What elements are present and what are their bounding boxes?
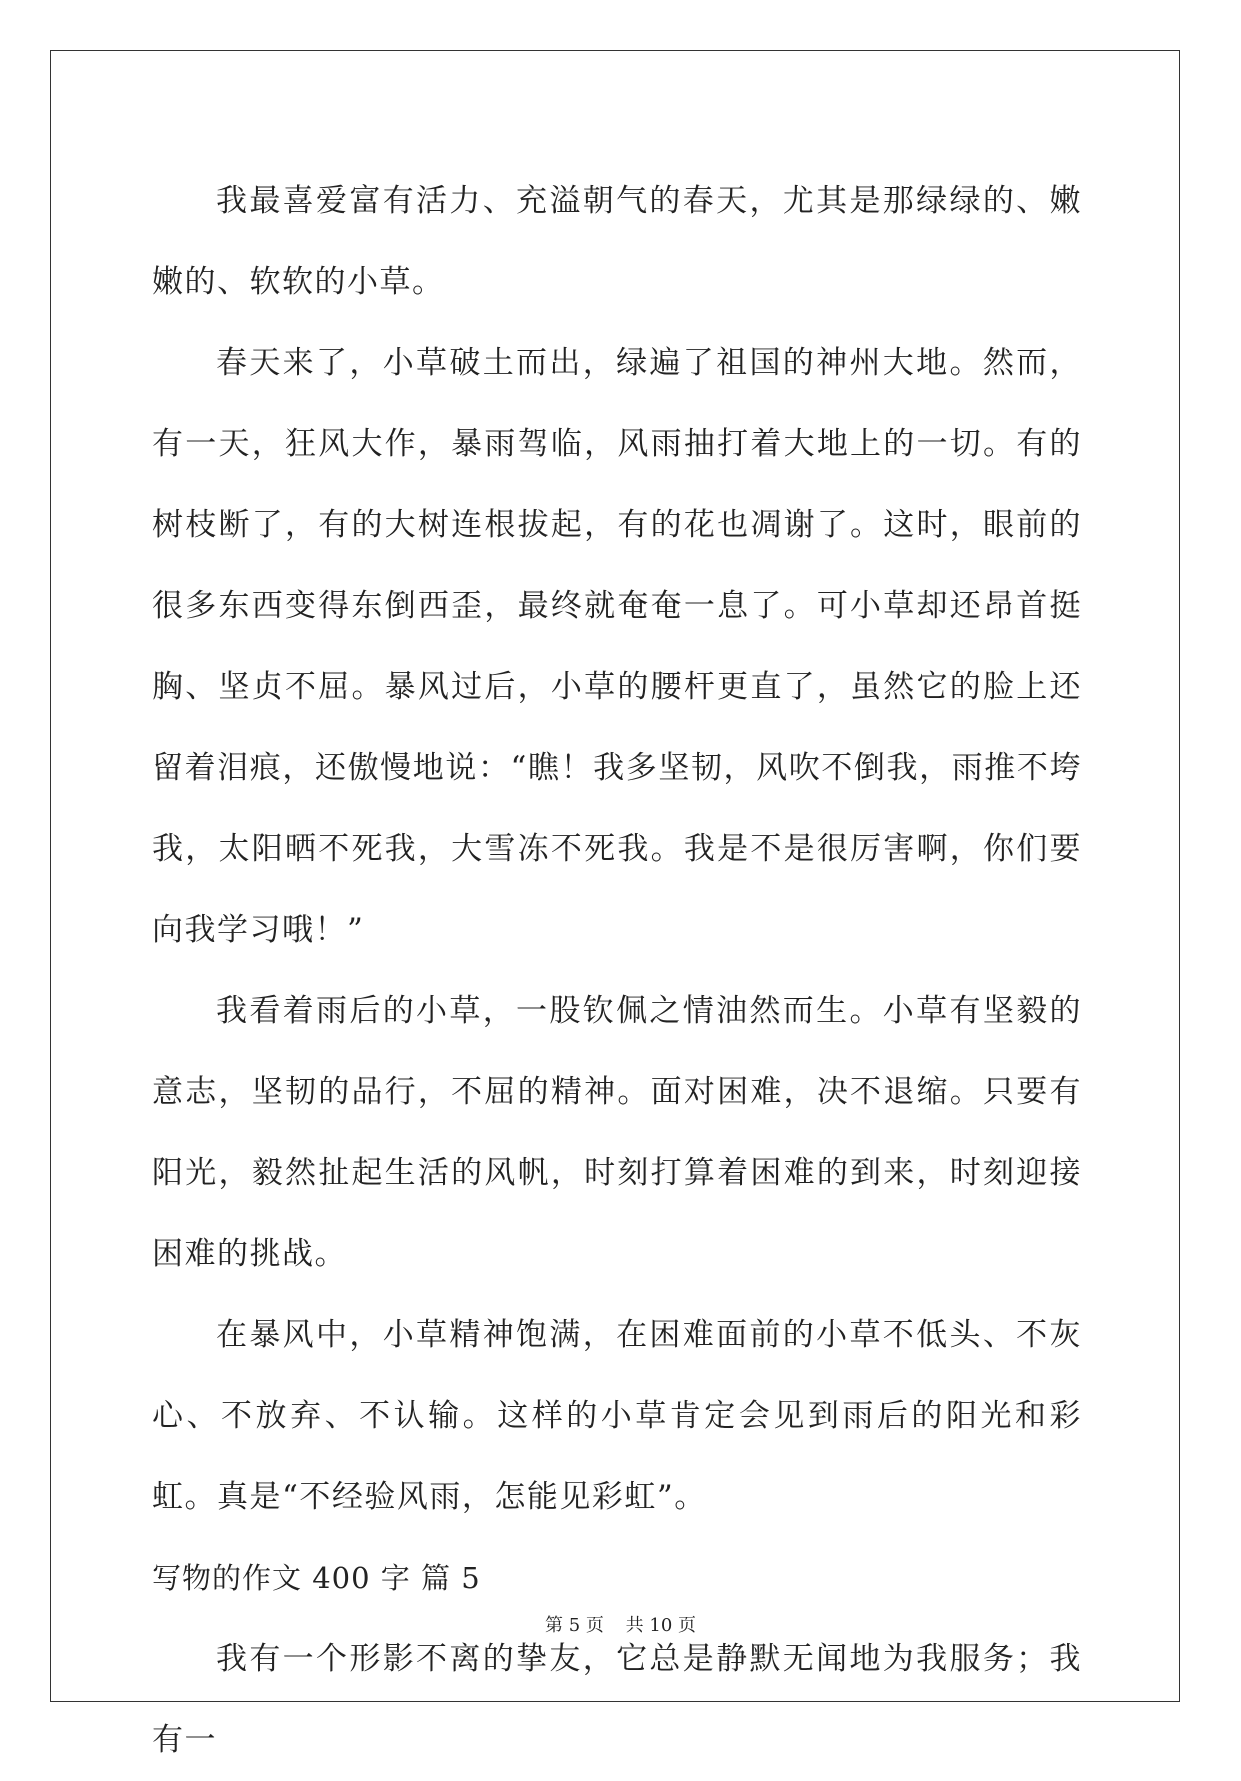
paragraph-4: 在暴风中，小草精神饱满，在困难面前的小草不低头、不灰心、不放弃、不认输。这样的小草肯定会见到雨后的阳光和彩虹。真是“不经验风雨，怎能见彩虹”。 xyxy=(152,1317,1082,1515)
paragraph-3: 我看着雨后的小草，一股钦佩之情油然而生。小草有坚毅的意志，坚韧的品行，不屈的精神。面对困难，决不退缩。只要有阳光，毅然扯起生活的风帆，时刻打算着困难的到来，时刻迎接困难的挑战。 xyxy=(152,993,1082,1272)
paragraph-5: 我有一个形影不离的挚友，它总是静默无闻地为我服务；我有一 xyxy=(152,1641,1082,1758)
paragraph-1: 我最喜爱富有活力、充溢朝气的春天，尤其是那绿绿的、嫩嫩的、软软的小草。 xyxy=(152,183,1082,300)
page-footer xyxy=(0,1611,1241,1637)
page-total: 共 10 页 xyxy=(625,1615,696,1636)
document-body xyxy=(152,161,1082,1781)
page-number: 第 5 页 xyxy=(545,1615,604,1636)
section-heading: 写物的作文 400 字 篇 5 xyxy=(152,1561,481,1595)
paragraph-2: 春天来了，小草破土而出，绿遍了祖国的神州大地。然而，有一天，狂风大作，暴雨驾临，风雨抽打着大地上的一切。有的树枝断了，有的大树连根拔起，有的花也凋谢了。这时，眼前的很多东西变得东倒西歪，最终就奄奄一息了。可小草却还昂首挺胸、坚贞不屈。暴风过后，小草的腰杆更直了，虽然它的脸上还留着泪痕，还傲慢地说：“瞧！我多坚韧，风吹不倒我，雨推不垮我，太阳晒不死我，大雪冻不死我。我是不是很厉害啊，你们要向我学习哦！” xyxy=(152,345,1082,948)
